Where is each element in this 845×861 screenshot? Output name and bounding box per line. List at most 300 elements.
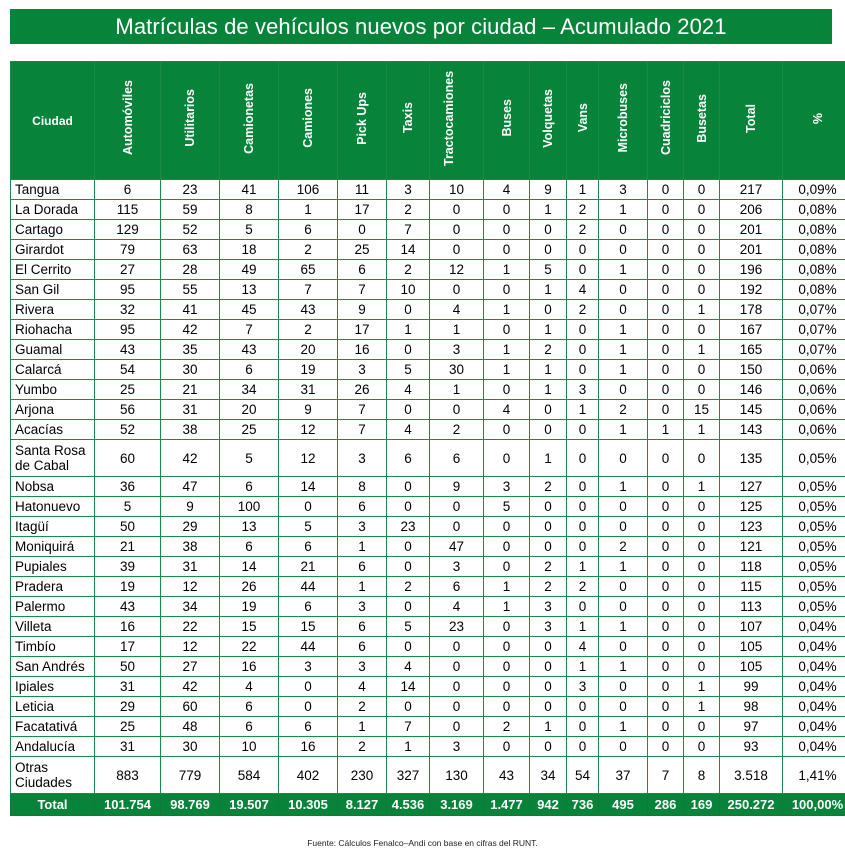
value-cell: 3 bbox=[387, 180, 430, 200]
city-cell: Nobsa bbox=[11, 477, 95, 497]
value-cell: 1 bbox=[567, 657, 599, 677]
value-cell: 0 bbox=[279, 677, 338, 697]
value-cell: 0 bbox=[387, 400, 430, 420]
value-cell: 2 bbox=[567, 220, 599, 240]
value-cell: 2 bbox=[387, 260, 430, 280]
value-cell: 0 bbox=[567, 260, 599, 280]
value-cell: 45 bbox=[220, 300, 279, 320]
value-cell: 0 bbox=[430, 657, 484, 677]
value-cell: 0 bbox=[387, 537, 430, 557]
value-cell: 0,05% bbox=[783, 477, 845, 497]
table-row bbox=[11, 280, 845, 300]
value-cell: 1 bbox=[484, 360, 530, 380]
column-header-label: Utilitarios bbox=[183, 89, 197, 147]
value-cell: 0 bbox=[648, 577, 684, 597]
city-cell: El Cerrito bbox=[11, 260, 95, 280]
value-cell: 59 bbox=[161, 200, 220, 220]
value-cell: 43 bbox=[484, 757, 530, 794]
value-cell: 3 bbox=[338, 360, 387, 380]
value-cell: 0 bbox=[567, 517, 599, 537]
value-cell: 1 bbox=[599, 477, 648, 497]
column-header-label: Buses bbox=[499, 99, 514, 137]
value-cell: 12 bbox=[279, 440, 338, 477]
value-cell: 47 bbox=[430, 537, 484, 557]
city-cell: Arjona bbox=[11, 400, 95, 420]
value-cell: 0,08% bbox=[783, 220, 845, 240]
value-cell: 0 bbox=[648, 320, 684, 340]
value-cell: 5 bbox=[279, 517, 338, 537]
value-cell: 0,09% bbox=[783, 180, 845, 200]
value-cell: 118 bbox=[720, 557, 783, 577]
value-cell: 0 bbox=[684, 637, 720, 657]
total-value-cell: 101.754 bbox=[95, 794, 161, 816]
value-cell: 79 bbox=[95, 240, 161, 260]
value-cell: 4 bbox=[484, 400, 530, 420]
column-header-4 bbox=[279, 62, 338, 180]
column-header-label: Taxis bbox=[401, 102, 415, 134]
city-cell: Santa Rosa de Cabal bbox=[11, 440, 95, 477]
value-cell: 42 bbox=[161, 320, 220, 340]
value-cell: 1,41% bbox=[783, 757, 845, 794]
value-cell: 1 bbox=[567, 617, 599, 637]
value-cell: 0 bbox=[430, 517, 484, 537]
value-cell: 0 bbox=[599, 280, 648, 300]
value-cell: 402 bbox=[279, 757, 338, 794]
value-cell: 1 bbox=[599, 340, 648, 360]
value-cell: 0 bbox=[567, 360, 599, 380]
value-cell: 4 bbox=[338, 677, 387, 697]
value-cell: 3 bbox=[530, 617, 567, 637]
value-cell: 43 bbox=[95, 340, 161, 360]
value-cell: 21 bbox=[279, 557, 338, 577]
value-cell: 0 bbox=[684, 180, 720, 200]
value-cell: 0 bbox=[530, 537, 567, 557]
value-cell: 6 bbox=[220, 537, 279, 557]
value-cell: 0 bbox=[387, 697, 430, 717]
value-cell: 7 bbox=[279, 280, 338, 300]
value-cell: 6 bbox=[95, 180, 161, 200]
value-cell: 0 bbox=[567, 240, 599, 260]
value-cell: 0 bbox=[430, 717, 484, 737]
value-cell: 5 bbox=[484, 497, 530, 517]
value-cell: 93 bbox=[720, 737, 783, 757]
value-cell: 0,07% bbox=[783, 340, 845, 360]
value-cell: 0 bbox=[648, 200, 684, 220]
value-cell: 6 bbox=[220, 717, 279, 737]
value-cell: 31 bbox=[95, 677, 161, 697]
value-cell: 2 bbox=[338, 697, 387, 717]
value-cell: 0 bbox=[648, 240, 684, 260]
city-cell: Ipiales bbox=[11, 677, 95, 697]
value-cell: 31 bbox=[95, 737, 161, 757]
city-cell: Riohacha bbox=[11, 320, 95, 340]
total-value-cell: 100,00% bbox=[783, 794, 845, 816]
value-cell: 0,05% bbox=[783, 440, 845, 477]
value-cell: 0 bbox=[484, 280, 530, 300]
value-cell: 0,04% bbox=[783, 677, 845, 697]
value-cell: 0 bbox=[530, 677, 567, 697]
column-header-14 bbox=[720, 62, 783, 180]
page-title: Matrículas de vehículos nuevos por ciudad – Acumulado 2021 bbox=[10, 9, 832, 44]
value-cell: 0 bbox=[338, 220, 387, 240]
value-cell: 19 bbox=[279, 360, 338, 380]
value-cell: 130 bbox=[430, 757, 484, 794]
value-cell: 1 bbox=[484, 340, 530, 360]
value-cell: 0 bbox=[484, 220, 530, 240]
value-cell: 7 bbox=[220, 320, 279, 340]
column-header-2 bbox=[161, 62, 220, 180]
column-header-label: Automóviles bbox=[120, 80, 135, 156]
value-cell: 0 bbox=[387, 340, 430, 360]
value-cell: 105 bbox=[720, 637, 783, 657]
value-cell: 16 bbox=[338, 340, 387, 360]
value-cell: 0 bbox=[684, 557, 720, 577]
value-cell: 113 bbox=[720, 597, 783, 617]
value-cell: 6 bbox=[338, 260, 387, 280]
value-cell: 1 bbox=[684, 677, 720, 697]
city-cell: Timbío bbox=[11, 637, 95, 657]
value-cell: 8 bbox=[684, 757, 720, 794]
city-cell: Girardot bbox=[11, 240, 95, 260]
value-cell: 6 bbox=[387, 440, 430, 477]
value-cell: 1 bbox=[599, 200, 648, 220]
total-value-cell: 942 bbox=[530, 794, 567, 816]
table-row bbox=[11, 260, 845, 280]
value-cell: 14 bbox=[279, 477, 338, 497]
value-cell: 1 bbox=[530, 440, 567, 477]
value-cell: 63 bbox=[161, 240, 220, 260]
value-cell: 21 bbox=[95, 537, 161, 557]
value-cell: 4 bbox=[387, 420, 430, 440]
value-cell: 1 bbox=[338, 577, 387, 597]
value-cell: 95 bbox=[95, 280, 161, 300]
value-cell: 1 bbox=[530, 280, 567, 300]
table-row bbox=[11, 400, 845, 420]
city-cell: San Gil bbox=[11, 280, 95, 300]
value-cell: 38 bbox=[161, 420, 220, 440]
value-cell: 0 bbox=[599, 697, 648, 717]
value-cell: 0 bbox=[430, 280, 484, 300]
value-cell: 0 bbox=[599, 597, 648, 617]
city-cell: Pradera bbox=[11, 577, 95, 597]
value-cell: 1 bbox=[530, 320, 567, 340]
value-cell: 6 bbox=[220, 360, 279, 380]
value-cell: 0 bbox=[484, 240, 530, 260]
value-cell: 0,08% bbox=[783, 200, 845, 220]
value-cell: 206 bbox=[720, 200, 783, 220]
value-cell: 26 bbox=[220, 577, 279, 597]
value-cell: 0,04% bbox=[783, 637, 845, 657]
value-cell: 29 bbox=[161, 517, 220, 537]
value-cell: 7 bbox=[387, 717, 430, 737]
value-cell: 0 bbox=[567, 340, 599, 360]
value-cell: 150 bbox=[720, 360, 783, 380]
total-value-cell: 250.272 bbox=[720, 794, 783, 816]
value-cell: 20 bbox=[220, 400, 279, 420]
value-cell: 4 bbox=[430, 597, 484, 617]
value-cell: 50 bbox=[95, 657, 161, 677]
city-cell: Villeta bbox=[11, 617, 95, 637]
value-cell: 0 bbox=[684, 320, 720, 340]
value-cell: 11 bbox=[338, 180, 387, 200]
value-cell: 0 bbox=[430, 637, 484, 657]
value-cell: 0 bbox=[430, 240, 484, 260]
value-cell: 1 bbox=[484, 300, 530, 320]
value-cell: 0,06% bbox=[783, 360, 845, 380]
table-header-row bbox=[11, 62, 845, 180]
value-cell: 0 bbox=[684, 717, 720, 737]
column-header-1 bbox=[95, 62, 161, 180]
value-cell: 0 bbox=[648, 300, 684, 320]
value-cell: 2 bbox=[338, 737, 387, 757]
table-row bbox=[11, 557, 845, 577]
value-cell: 2 bbox=[430, 420, 484, 440]
value-cell: 6 bbox=[338, 497, 387, 517]
value-cell: 0 bbox=[684, 597, 720, 617]
value-cell: 17 bbox=[338, 320, 387, 340]
value-cell: 4 bbox=[387, 380, 430, 400]
value-cell: 0 bbox=[567, 440, 599, 477]
value-cell: 1 bbox=[684, 340, 720, 360]
value-cell: 2 bbox=[599, 400, 648, 420]
value-cell: 165 bbox=[720, 340, 783, 360]
value-cell: 0 bbox=[599, 497, 648, 517]
value-cell: 0 bbox=[648, 657, 684, 677]
value-cell: 0 bbox=[430, 200, 484, 220]
value-cell: 5 bbox=[387, 360, 430, 380]
value-cell: 37 bbox=[599, 757, 648, 794]
value-cell: 4 bbox=[220, 677, 279, 697]
value-cell: 5 bbox=[220, 220, 279, 240]
city-cell: La Dorada bbox=[11, 200, 95, 220]
value-cell: 146 bbox=[720, 380, 783, 400]
value-cell: 54 bbox=[95, 360, 161, 380]
value-cell: 1 bbox=[567, 557, 599, 577]
value-cell: 0 bbox=[530, 517, 567, 537]
value-cell: 6 bbox=[279, 597, 338, 617]
value-cell: 1 bbox=[684, 420, 720, 440]
value-cell: 6 bbox=[338, 637, 387, 657]
value-cell: 1 bbox=[599, 260, 648, 280]
value-cell: 0,06% bbox=[783, 400, 845, 420]
value-cell: 1 bbox=[599, 420, 648, 440]
value-cell: 0 bbox=[648, 717, 684, 737]
total-value-cell: 169 bbox=[684, 794, 720, 816]
table-row bbox=[11, 677, 845, 697]
value-cell: 98 bbox=[720, 697, 783, 717]
value-cell: 1 bbox=[567, 400, 599, 420]
table-row bbox=[11, 757, 845, 794]
city-cell: Tangua bbox=[11, 180, 95, 200]
value-cell: 47 bbox=[161, 477, 220, 497]
value-cell: 22 bbox=[161, 617, 220, 637]
value-cell: 6 bbox=[338, 617, 387, 637]
value-cell: 0,04% bbox=[783, 697, 845, 717]
value-cell: 13 bbox=[220, 517, 279, 537]
value-cell: 1 bbox=[684, 477, 720, 497]
value-cell: 0 bbox=[484, 537, 530, 557]
table-row bbox=[11, 597, 845, 617]
value-cell: 34 bbox=[161, 597, 220, 617]
column-header-label: Tractocamiones bbox=[441, 70, 456, 166]
city-cell: Rivera bbox=[11, 300, 95, 320]
value-cell: 27 bbox=[95, 260, 161, 280]
value-cell: 230 bbox=[338, 757, 387, 794]
value-cell: 0 bbox=[387, 557, 430, 577]
column-header-label: Microbuses bbox=[616, 83, 630, 153]
value-cell: 1 bbox=[484, 260, 530, 280]
value-cell: 0 bbox=[599, 577, 648, 597]
total-label-cell: Total bbox=[11, 794, 95, 816]
value-cell: 12 bbox=[161, 637, 220, 657]
value-cell: 25 bbox=[338, 240, 387, 260]
value-cell: 15 bbox=[684, 400, 720, 420]
value-cell: 99 bbox=[720, 677, 783, 697]
value-cell: 52 bbox=[161, 220, 220, 240]
value-cell: 0 bbox=[530, 220, 567, 240]
value-cell: 19 bbox=[220, 597, 279, 617]
value-cell: 7 bbox=[338, 400, 387, 420]
value-cell: 6 bbox=[279, 717, 338, 737]
value-cell: 0 bbox=[648, 497, 684, 517]
value-cell: 16 bbox=[279, 737, 338, 757]
value-cell: 0 bbox=[567, 737, 599, 757]
value-cell: 0 bbox=[648, 557, 684, 577]
city-cell: Cartago bbox=[11, 220, 95, 240]
value-cell: 35 bbox=[161, 340, 220, 360]
value-cell: 0 bbox=[599, 737, 648, 757]
column-header-0: Ciudad bbox=[11, 62, 95, 180]
value-cell: 10 bbox=[387, 280, 430, 300]
value-cell: 42 bbox=[161, 440, 220, 477]
value-cell: 1 bbox=[430, 320, 484, 340]
column-header-12 bbox=[648, 62, 684, 180]
value-cell: 0 bbox=[387, 300, 430, 320]
value-cell: 31 bbox=[161, 557, 220, 577]
value-cell: 9 bbox=[338, 300, 387, 320]
value-cell: 0,04% bbox=[783, 717, 845, 737]
value-cell: 1 bbox=[279, 200, 338, 220]
value-cell: 0 bbox=[599, 220, 648, 240]
value-cell: 0 bbox=[599, 300, 648, 320]
value-cell: 97 bbox=[720, 717, 783, 737]
value-cell: 65 bbox=[279, 260, 338, 280]
city-cell: Moniquirá bbox=[11, 537, 95, 557]
value-cell: 0 bbox=[684, 737, 720, 757]
value-cell: 19 bbox=[95, 577, 161, 597]
value-cell: 1 bbox=[387, 737, 430, 757]
value-cell: 43 bbox=[220, 340, 279, 360]
value-cell: 1 bbox=[599, 360, 648, 380]
value-cell: 43 bbox=[95, 597, 161, 617]
value-cell: 15 bbox=[220, 617, 279, 637]
value-cell: 217 bbox=[720, 180, 783, 200]
value-cell: 0 bbox=[484, 420, 530, 440]
value-cell: 3 bbox=[338, 517, 387, 537]
value-cell: 0 bbox=[648, 180, 684, 200]
value-cell: 0 bbox=[484, 617, 530, 637]
column-header-9 bbox=[530, 62, 567, 180]
value-cell: 44 bbox=[279, 577, 338, 597]
registrations-table bbox=[10, 61, 845, 816]
value-cell: 0 bbox=[530, 400, 567, 420]
value-cell: 4 bbox=[567, 637, 599, 657]
value-cell: 0 bbox=[684, 380, 720, 400]
value-cell: 30 bbox=[161, 360, 220, 380]
city-cell: Yumbo bbox=[11, 380, 95, 400]
total-value-cell: 3.169 bbox=[430, 794, 484, 816]
value-cell: 6 bbox=[279, 537, 338, 557]
value-cell: 31 bbox=[161, 400, 220, 420]
column-header-label: Camionetas bbox=[242, 82, 256, 154]
city-cell: Leticia bbox=[11, 697, 95, 717]
value-cell: 0 bbox=[430, 697, 484, 717]
value-cell: 2 bbox=[567, 200, 599, 220]
value-cell: 25 bbox=[220, 420, 279, 440]
value-cell: 2 bbox=[567, 300, 599, 320]
value-cell: 38 bbox=[161, 537, 220, 557]
value-cell: 167 bbox=[720, 320, 783, 340]
value-cell: 31 bbox=[279, 380, 338, 400]
value-cell: 0 bbox=[484, 557, 530, 577]
value-cell: 178 bbox=[720, 300, 783, 320]
value-cell: 3 bbox=[338, 657, 387, 677]
value-cell: 32 bbox=[95, 300, 161, 320]
value-cell: 2 bbox=[530, 577, 567, 597]
value-cell: 34 bbox=[220, 380, 279, 400]
column-header-label: Total bbox=[744, 103, 758, 133]
value-cell: 0,04% bbox=[783, 737, 845, 757]
value-cell: 60 bbox=[161, 697, 220, 717]
table-row bbox=[11, 637, 845, 657]
value-cell: 22 bbox=[220, 637, 279, 657]
value-cell: 6 bbox=[220, 477, 279, 497]
value-cell: 4 bbox=[567, 280, 599, 300]
value-cell: 0,07% bbox=[783, 320, 845, 340]
value-cell: 115 bbox=[95, 200, 161, 220]
value-cell: 7 bbox=[387, 220, 430, 240]
value-cell: 0 bbox=[648, 477, 684, 497]
column-header-8 bbox=[484, 62, 530, 180]
value-cell: 30 bbox=[161, 737, 220, 757]
value-cell: 0 bbox=[567, 597, 599, 617]
table-row bbox=[11, 517, 845, 537]
value-cell: 6 bbox=[430, 440, 484, 477]
value-cell: 1 bbox=[530, 380, 567, 400]
value-cell: 100 bbox=[220, 497, 279, 517]
value-cell: 0 bbox=[648, 697, 684, 717]
value-cell: 1 bbox=[530, 717, 567, 737]
value-cell: 3 bbox=[279, 657, 338, 677]
column-header-label: Busetas bbox=[694, 93, 709, 143]
value-cell: 0 bbox=[648, 280, 684, 300]
value-cell: 42 bbox=[161, 677, 220, 697]
value-cell: 0 bbox=[684, 360, 720, 380]
value-cell: 0 bbox=[530, 300, 567, 320]
value-cell: 34 bbox=[530, 757, 567, 794]
value-cell: 0 bbox=[279, 497, 338, 517]
value-cell: 6 bbox=[430, 577, 484, 597]
value-cell: 10 bbox=[220, 737, 279, 757]
value-cell: 0,06% bbox=[783, 380, 845, 400]
value-cell: 0 bbox=[430, 677, 484, 697]
table-row bbox=[11, 617, 845, 637]
table-total-row bbox=[11, 794, 845, 816]
value-cell: 0 bbox=[684, 617, 720, 637]
table-row bbox=[11, 737, 845, 757]
table-row bbox=[11, 537, 845, 557]
value-cell: 0 bbox=[484, 320, 530, 340]
